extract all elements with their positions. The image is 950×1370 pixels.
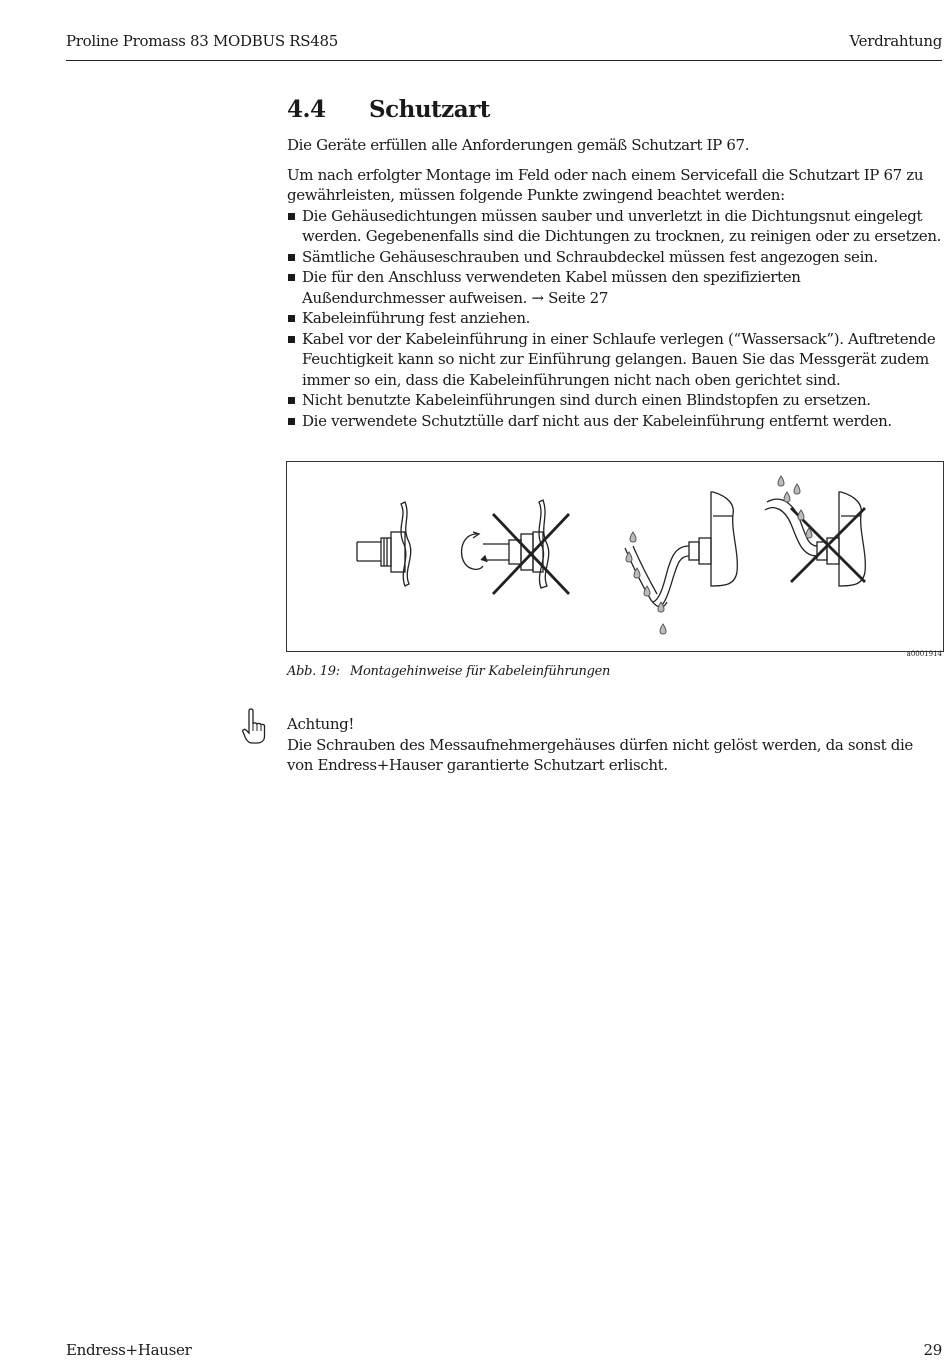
caution-text: Die Schrauben des Messaufnehmergehäuses dürfen nicht gelöst werden, da sonst die von Endress+Hauser garantierte Schutzart erlischt. [287,735,913,774]
main-content [287,96,943,431]
cable-entry-illustration [287,462,943,651]
caution-note [287,714,943,776]
list-item: Kabeleinführung fest anziehen. [287,308,943,329]
water-drops-left [626,532,666,634]
header-document-title: Proline Promass 83 MODBUS RS485 [66,32,338,50]
page-number: 29 [923,1341,942,1359]
section-number: 4.4 [287,96,326,123]
cable-entry-from-above-crossed-illustration [765,492,865,586]
section-heading [287,96,943,123]
section-title: Schutzart [369,96,490,123]
page-header [66,32,942,54]
list-item: Die Gehäusedichtungen müssen sauber und unverletzt in die Dichtungsnut eingelegt werden. Gegebenenfalls sind die Dichtungen zu trocknen, zu reinigen oder zu ersetzen. [287,206,943,247]
header-divider [66,60,942,61]
figure-caption [287,664,610,679]
bullet-square-icon [288,418,295,425]
header-chapter-title: Verdrahtung [849,32,942,50]
list-item: Die für den Anschluss verwendeten Kabel müssen den spezifizierten Außendurchmesser aufweisen. → Seite 27 [287,267,943,308]
figure-caption-number: Abb. 19: [287,664,340,679]
cable-drip-loop-correct-illustration [625,492,737,608]
cable-gland-correct-illustration [357,502,411,586]
bullet-square-icon [288,254,295,261]
bullet-square-icon [288,397,295,404]
bullet-square-icon [288,274,295,281]
water-drops-right [778,476,812,538]
bullet-square-icon [288,315,295,322]
figure-id: a0001914 [906,650,942,658]
bullet-square-icon [288,336,295,343]
figure-caption-text: Montagehinweise für Kabeleinführungen [350,664,611,679]
pointing-hand-icon [240,706,268,746]
list-item: Nicht benutzte Kabeleinführungen sind durch einen Blindstopfen zu ersetzen. [287,390,943,411]
requirements-list [287,206,943,432]
intro-paragraph: Die Geräte erfüllen alle Anforderungen gemäß Schutzart IP 67. [287,136,750,154]
cable-gland-rotation-crossed-illustration [462,500,569,594]
footer-company: Endress+Hauser [66,1341,192,1359]
bullet-square-icon [288,213,295,220]
list-item: Die verwendete Schutztülle darf nicht aus der Kabeleinführung entfernt werden. [287,411,943,432]
list-item: Kabel vor der Kabeleinführung in einer Schlaufe verlegen (“Wassersack”). Auftretende Feuchtigkeit kann so nicht zur Einführung gelangen. Bauen Sie das Messgerät zudem immer so ein, dass die Kabeleinführungen nicht nach oben gerichtet sind. [287,329,943,391]
requirements-paragraph: Um nach erfolgter Montage im Feld oder nach einem Servicefall die Schutzart IP 67 zu gewährleisten, müssen folgende Punkte zwingend beachtet werden: [287,165,924,204]
list-item: Sämtliche Gehäuseschrauben und Schraubdeckel müssen fest angezogen sein. [287,247,943,268]
cable-entry-figure [286,461,944,652]
caution-title: Achtung! [287,715,355,733]
